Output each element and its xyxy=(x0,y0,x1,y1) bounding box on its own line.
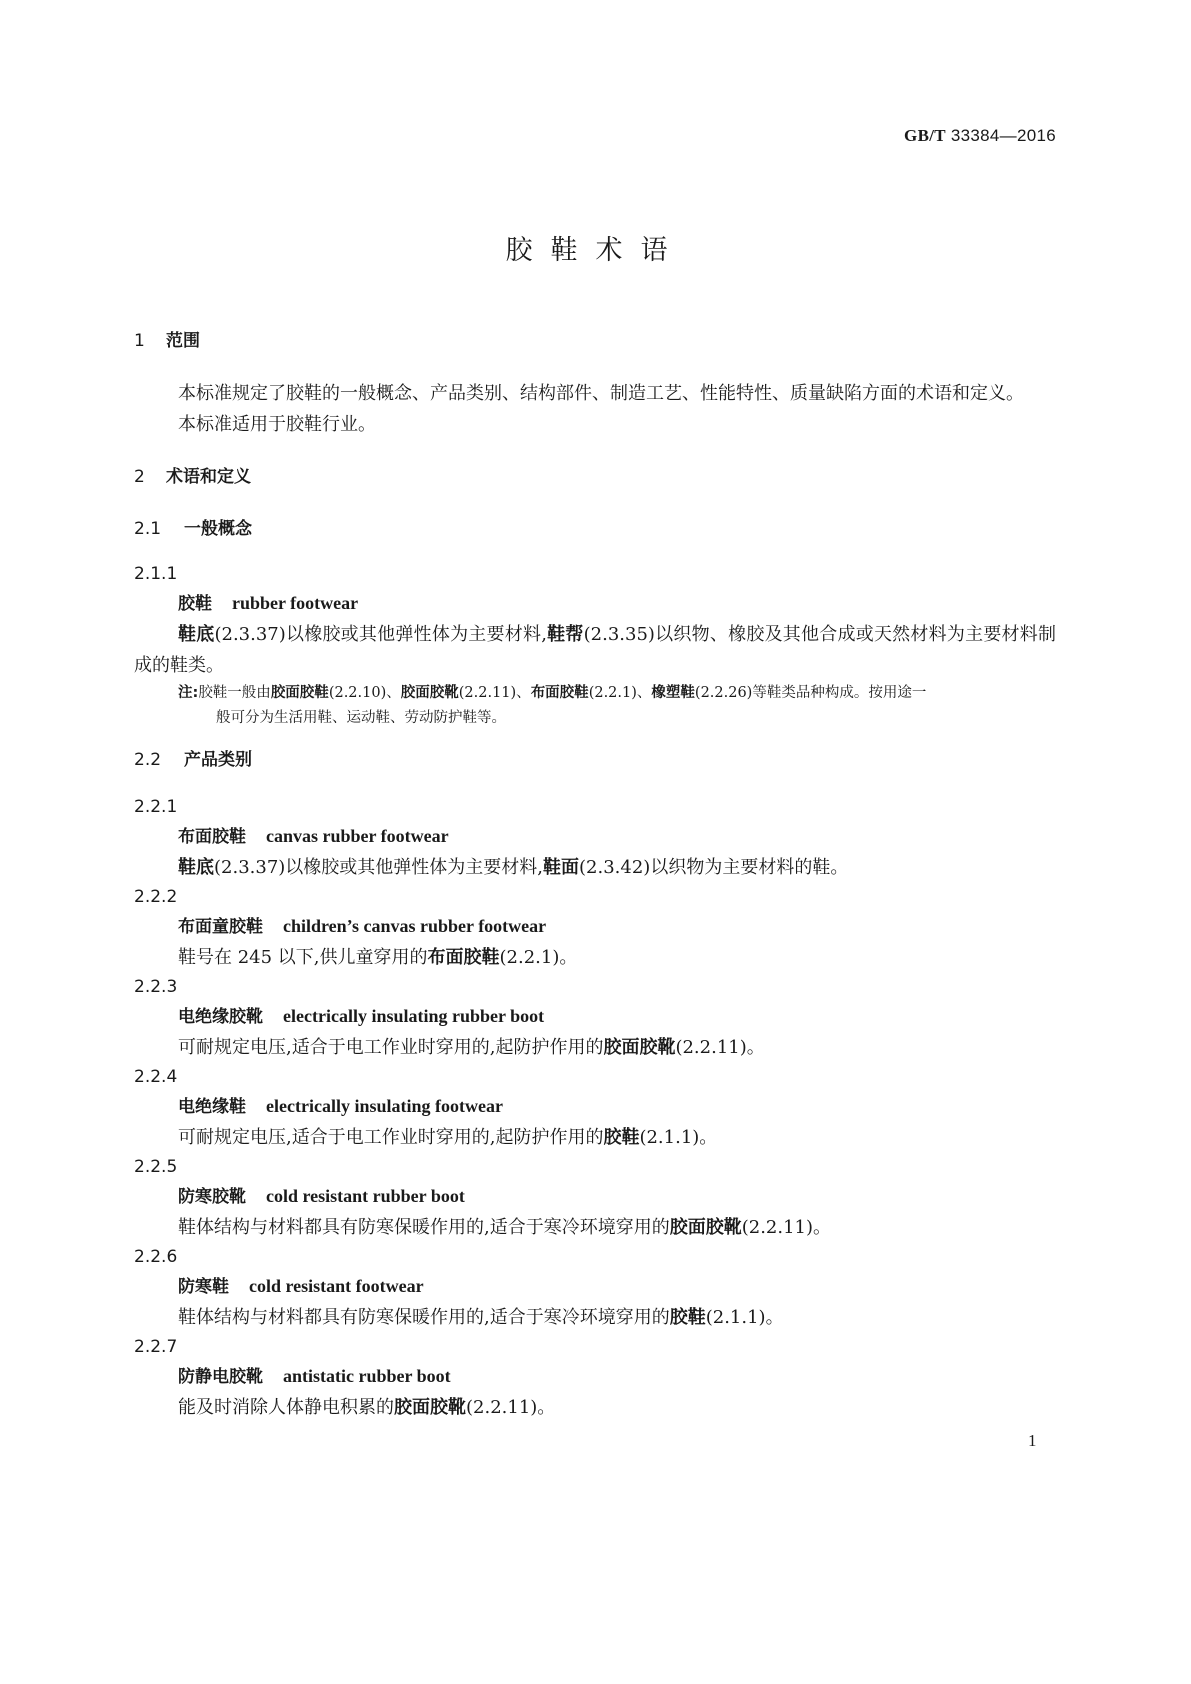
term-number: 2.2.3 xyxy=(134,977,178,997)
term-zh: 布面胶鞋 xyxy=(178,827,246,847)
term-zh: 胶鞋 xyxy=(178,594,212,614)
xref-term: 鞋帮 xyxy=(546,624,584,645)
section-number: 2 xyxy=(134,467,145,487)
term-definition xyxy=(134,1392,1056,1423)
definition-text: (2.2.11)。 xyxy=(466,1397,556,1418)
term-zh: 电绝缘鞋 xyxy=(178,1097,246,1117)
definition-text: (2.2.11)。 xyxy=(741,1217,832,1238)
note-text: (2.2.10)、 xyxy=(328,685,401,701)
term-heading xyxy=(134,911,1056,942)
term-en: canvas rubber footwear xyxy=(266,826,449,846)
term-en: electrically insulating footwear xyxy=(266,1096,503,1116)
definition-text: 鞋体结构与材料都具有防寒保暖作用的,适合于寒冷环境穿用的 xyxy=(178,1217,670,1238)
section-title: 术语和定义 xyxy=(166,467,251,487)
scope-paragraph: 本标准规定了胶鞋的一般概念、产品类别、结构部件、制造工艺、性能特性、质量缺陷方面的术语和定义。 xyxy=(178,383,1024,404)
standard-code xyxy=(904,126,1056,146)
term-heading xyxy=(134,821,1056,852)
definition-text: (2.3.35)以织物、橡胶及其他合成或天然材料为主要材料制成的鞋类。 xyxy=(134,624,1057,676)
term-number: 2.2.5 xyxy=(134,1157,178,1177)
note-text: (2.2.1)、 xyxy=(588,685,652,701)
term-heading xyxy=(134,1181,1056,1212)
definition-text: 能及时消除人体静电积累的 xyxy=(178,1397,394,1418)
term-en: cold resistant rubber boot xyxy=(266,1186,465,1206)
term-en: children’s canvas rubber footwear xyxy=(283,916,547,936)
definition-text: (2.2.11)。 xyxy=(675,1037,765,1058)
term-definition xyxy=(134,1122,1056,1153)
definition-text: 鞋体结构与材料都具有防寒保暖作用的,适合于寒冷环境穿用的 xyxy=(178,1307,670,1328)
xref-term: 胶鞋 xyxy=(603,1127,640,1148)
term-heading xyxy=(134,1271,1056,1302)
standard-number: 33384—2016 xyxy=(950,126,1056,145)
document-body xyxy=(134,330,1056,1423)
definition-text: 鞋号在 245 以下,供儿童穿用的 xyxy=(178,947,428,968)
xref-term: 胶鞋 xyxy=(669,1307,706,1328)
subsection-heading-general xyxy=(134,518,1056,540)
xref-term: 胶面胶靴 xyxy=(400,685,459,701)
term-heading xyxy=(134,588,1056,619)
note-text: 胶鞋一般由 xyxy=(198,685,271,701)
term-zh: 防寒胶靴 xyxy=(178,1187,246,1207)
term-en: cold resistant footwear xyxy=(249,1276,424,1296)
scope-paragraph: 本标准适用于胶鞋行业。 xyxy=(178,414,376,435)
terms-list xyxy=(134,793,1056,1423)
term-definition xyxy=(134,1212,1056,1243)
term-zh: 电绝缘胶靴 xyxy=(178,1007,263,1027)
note-label: 注: xyxy=(178,685,199,701)
note-text: (2.2.26)等鞋类品种构成。按用途一 xyxy=(694,685,927,701)
term-definition xyxy=(134,1032,1056,1063)
page-number: 1 xyxy=(1028,1431,1037,1450)
xref-term: 胶面胶靴 xyxy=(669,1217,742,1238)
term-note xyxy=(134,681,1056,731)
xref-term: 布面胶鞋 xyxy=(530,685,589,701)
term-number: 2.2.2 xyxy=(134,887,178,907)
term-en: electrically insulating rubber boot xyxy=(283,1006,545,1026)
subsection-title: 一般概念 xyxy=(184,519,252,539)
term-definition xyxy=(134,852,1056,883)
term-en: antistatic rubber boot xyxy=(283,1366,451,1386)
term-definition xyxy=(134,942,1056,973)
term-heading xyxy=(134,1001,1056,1032)
term-number: 2.2.7 xyxy=(134,1337,178,1357)
definition-text: (2.3.37)以橡胶或其他弹性体为主要材料, xyxy=(214,624,547,645)
term-heading xyxy=(134,1361,1056,1392)
term-zh: 防寒鞋 xyxy=(178,1277,229,1297)
xref-term: 胶面胶靴 xyxy=(603,1037,676,1058)
subsection-number: 2.1 xyxy=(134,519,162,539)
section-heading-scope xyxy=(134,330,1056,352)
xref-term: 橡塑鞋 xyxy=(651,685,695,701)
xref-term: 布面胶鞋 xyxy=(427,947,500,968)
standard-prefix: GB/T xyxy=(904,126,946,145)
term-en: rubber footwear xyxy=(232,593,359,613)
term-number: 2.2.6 xyxy=(134,1247,178,1267)
section-title: 范围 xyxy=(166,331,200,351)
note-continuation: 般可分为生活用鞋、运动鞋、劳动防护鞋等。 xyxy=(216,710,506,726)
xref-term: 胶面胶靴 xyxy=(394,1397,466,1418)
definition-text: 可耐规定电压,适合于电工作业时穿用的,起防护作用的 xyxy=(178,1127,604,1148)
note-text: (2.2.11)、 xyxy=(458,685,531,701)
xref-term: 鞋面 xyxy=(543,857,580,878)
term-number: 2.2.1 xyxy=(134,797,178,817)
definition-text: (2.3.42)以织物为主要材料的鞋。 xyxy=(579,857,849,878)
xref-term: 鞋底 xyxy=(178,624,215,645)
term-number: 2.2.4 xyxy=(134,1067,178,1087)
definition-text: (2.1.1)。 xyxy=(705,1307,784,1328)
term-definition xyxy=(134,619,1056,681)
section-number: 1 xyxy=(134,331,145,351)
document-title: 胶鞋术语 xyxy=(505,235,686,266)
definition-text: (2.2.1)。 xyxy=(499,947,578,968)
definition-text: (2.1.1)。 xyxy=(639,1127,718,1148)
term-zh: 布面童胶鞋 xyxy=(178,917,263,937)
subsection-title: 产品类别 xyxy=(184,750,252,770)
term-definition xyxy=(134,1302,1056,1333)
xref-term: 鞋底 xyxy=(178,857,214,878)
term-zh: 防静电胶靴 xyxy=(178,1367,263,1387)
subsection-number: 2.2 xyxy=(134,750,162,770)
definition-text: 可耐规定电压,适合于电工作业时穿用的,起防护作用的 xyxy=(178,1037,604,1058)
term-heading xyxy=(134,1091,1056,1122)
definition-text: (2.3.37)以橡胶或其他弹性体为主要材料, xyxy=(214,857,544,878)
term-number: 2.1.1 xyxy=(134,564,178,584)
section-heading-terms xyxy=(134,466,1056,488)
xref-term: 胶面胶鞋 xyxy=(270,685,329,701)
subsection-heading-products xyxy=(134,749,1056,771)
